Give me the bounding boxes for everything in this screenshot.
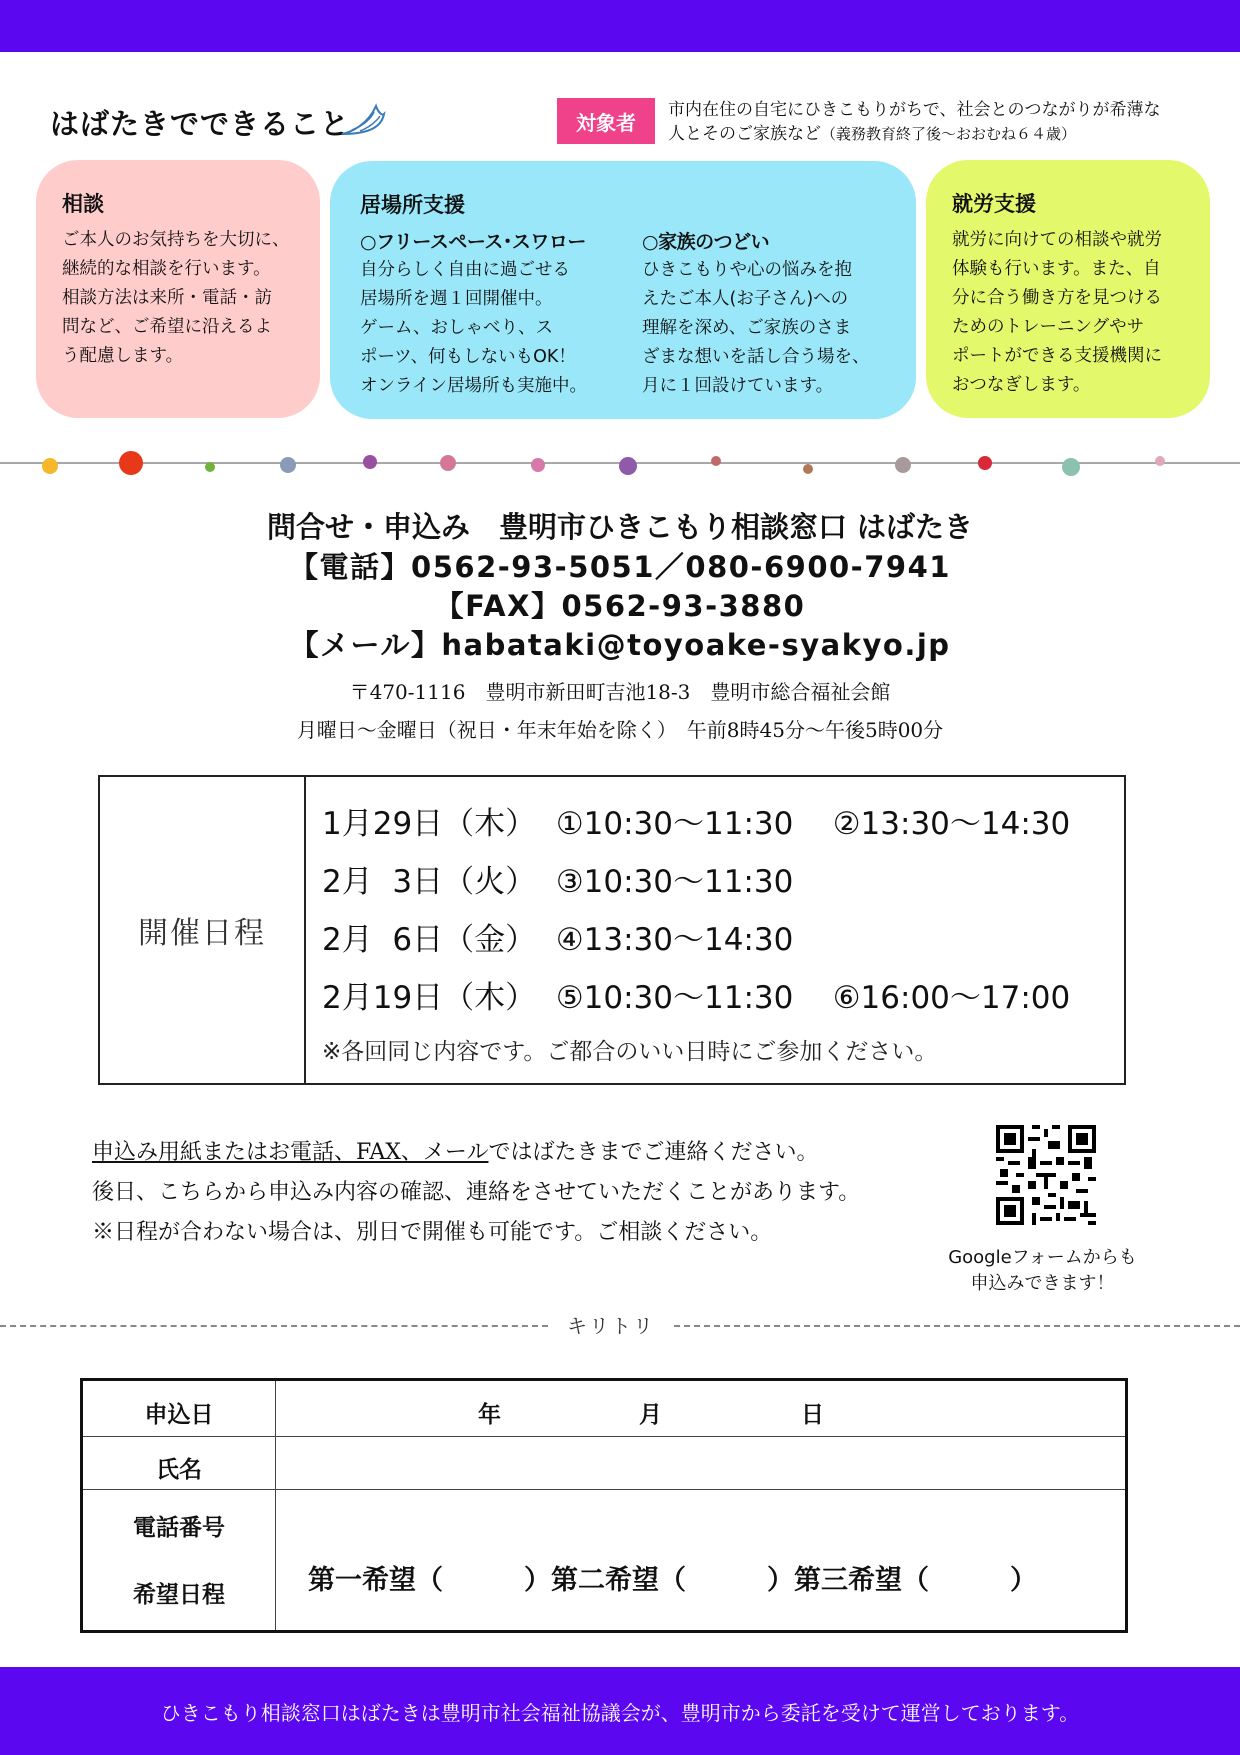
card-work-support (926, 160, 1210, 418)
qr-caption-line-2: 申込みできます！ (970, 1273, 1115, 1294)
card-consult-title: 相談 (62, 192, 104, 216)
contact-hours: 月曜日～金曜日（祝日・年末年始を除く） 午前8時45分～午後5時00分 (296, 718, 944, 742)
family-gathering-column (642, 227, 894, 401)
qr-caption-line-1: Googleフォームからも (948, 1247, 1137, 1268)
card-work-line: 就労に向けての相談や就労 (952, 230, 1162, 250)
form-row-divider (83, 1489, 1125, 1490)
decorative-dot (119, 451, 143, 475)
decorative-dot (440, 455, 456, 471)
contact-address: 〒470-1116 豊明市新田町吉池18-3 豊明市総合福祉会館 (349, 680, 891, 704)
free-space-line: ゲーム、おしゃべり、ス (360, 318, 554, 338)
free-space-column (360, 227, 612, 401)
footer-banner: ひきこもり相談窓口はばたきは豊明市社会福祉協議会が、豊明市から委託を受けて運営しております。 (0, 1667, 1240, 1755)
card-work-line: ポートができる支援機関に (952, 346, 1162, 366)
family-gathering-line: 月に１回設けています。 (642, 376, 834, 396)
apply-instructions (92, 1133, 860, 1253)
decorative-dot (711, 456, 721, 466)
qr-code[interactable] (996, 1125, 1096, 1225)
section-title: はばたきでできること (50, 107, 351, 141)
card-work-line: 分に合う働き方を見つける (952, 288, 1162, 308)
decorative-dot (1062, 458, 1080, 476)
decorative-dot (280, 457, 296, 473)
decorative-dot (531, 458, 545, 472)
free-space-line: ポーツ、何もしないもOK！ (360, 347, 576, 367)
contact-phone[interactable]: 【電話】0562-93-5051／080-6900-7941 (289, 550, 951, 584)
top-banner (0, 0, 1240, 52)
contact-heading: 問合せ・申込み 豊明市ひきこもり相談窓口 はばたき (266, 510, 974, 544)
decorative-dot (1155, 456, 1165, 466)
target-description (668, 98, 1218, 146)
decorative-dot (205, 462, 215, 472)
form-wish-dates[interactable]: 第一希望（ ）第二希望（ ）第三希望（ ） (308, 1565, 1037, 1596)
cut-line-right (674, 1325, 1240, 1327)
family-gathering-line: えたご本人(お子さん)への (642, 289, 849, 309)
target-line-1: 市内在住の自宅にひきこもりがちで、社会とのつながりが希薄な (668, 100, 1161, 120)
card-work-title: 就労支援 (952, 192, 1036, 216)
schedule-note: ※各回同じ内容です。ご都合のいい日時にご参加ください。 (322, 1039, 938, 1065)
free-space-line: 居場所を週１回開催中。 (360, 289, 553, 309)
form-year[interactable]: 年 (478, 1402, 501, 1428)
card-consult-line: 問など、ご希望に沿えるよ (62, 317, 272, 337)
decorative-dot (363, 455, 377, 469)
apply-line-1: ではばたきまでご連絡ください。 (488, 1140, 819, 1165)
family-gathering-line: ざまな想いを話し合う場を、 (642, 347, 870, 367)
free-space-line: オンライン居場所も実施中。 (360, 376, 587, 396)
contact-email[interactable]: 【メール】habataki@toyoake-syakyo.jp (289, 628, 951, 662)
card-work-line: ためのトレーニングやサ (952, 317, 1145, 337)
card-work-line: おつなぎします。 (952, 375, 1091, 395)
free-space-line: 自分らしく自由に過ごせる (360, 260, 570, 280)
qr-caption (930, 1245, 1155, 1297)
family-gathering-title: ○家族のつどい (642, 231, 770, 253)
application-form (80, 1378, 1128, 1633)
decorative-dot (619, 457, 637, 475)
card-consult-line: 継続的な相談を行います。 (62, 259, 271, 279)
card-consult (36, 160, 320, 418)
schedule-row: 1月29日（木） ①10:30～11:30 ②13:30～14:30 (322, 806, 1071, 842)
schedule-row: 2月 3日（火） ③10:30～11:30 (322, 864, 794, 900)
form-label-phone: 電話番号 (133, 1515, 225, 1541)
card-work-line: 体験も行います。また、自 (952, 259, 1161, 279)
free-space-title: ○フリースペース･スワロー (360, 231, 586, 253)
contact-block (0, 506, 1240, 749)
family-gathering-line: ひきこもりや心の悩みを抱 (642, 260, 852, 280)
decorative-dot (803, 464, 813, 474)
form-label-wish: 希望日程 (133, 1582, 225, 1608)
card-place-title: 居場所支援 (360, 193, 465, 217)
form-month[interactable]: 月 (639, 1402, 662, 1428)
cut-label: キリトリ (567, 1314, 655, 1338)
card-consult-line: 相談方法は来所・電話・訪 (62, 288, 272, 308)
target-note: （義務教育終了後～おおむね６４歳） (821, 125, 1077, 143)
schedule-table (98, 775, 1126, 1085)
apply-line-2: 後日、こちらから申込み内容の確認、連絡をさせていただくことがあります。 (92, 1180, 861, 1205)
form-row-divider (83, 1436, 1125, 1437)
target-line-2: 人とそのご家族など (668, 124, 821, 144)
contact-fax: 【FAX】0562-93-3880 (434, 589, 806, 623)
family-gathering-line: 理解を深め、ご家族のさま (642, 318, 852, 338)
decorative-dot (42, 458, 58, 474)
form-day[interactable]: 日 (801, 1402, 824, 1428)
apply-methods: 申込み用紙またはお電話、FAX、メール (92, 1140, 489, 1165)
card-consult-line: ご本人のお気持ちを大切に、 (62, 230, 290, 250)
form-label-apply-date: 申込日 (144, 1402, 214, 1428)
card-place-support (330, 161, 916, 419)
apply-line-3: ※日程が合わない場合は、別日で開催も可能です。ご相談ください。 (92, 1220, 773, 1245)
schedule-row: 2月 6日（金） ④13:30～14:30 (322, 922, 794, 958)
card-consult-line: う配慮します。 (62, 346, 184, 366)
wing-icon (338, 100, 388, 140)
form-column-divider (275, 1381, 276, 1630)
form-label-name: 氏名 (156, 1457, 202, 1483)
schedule-row: 2月19日（木） ⑤10:30～11:30 ⑥16:00～17:00 (322, 980, 1071, 1016)
cut-line-left (0, 1325, 548, 1327)
schedule-label: 開催日程 (100, 777, 306, 1083)
target-badge: 対象者 (557, 98, 655, 144)
decorative-dot (978, 456, 992, 470)
decorative-dot (895, 457, 911, 473)
